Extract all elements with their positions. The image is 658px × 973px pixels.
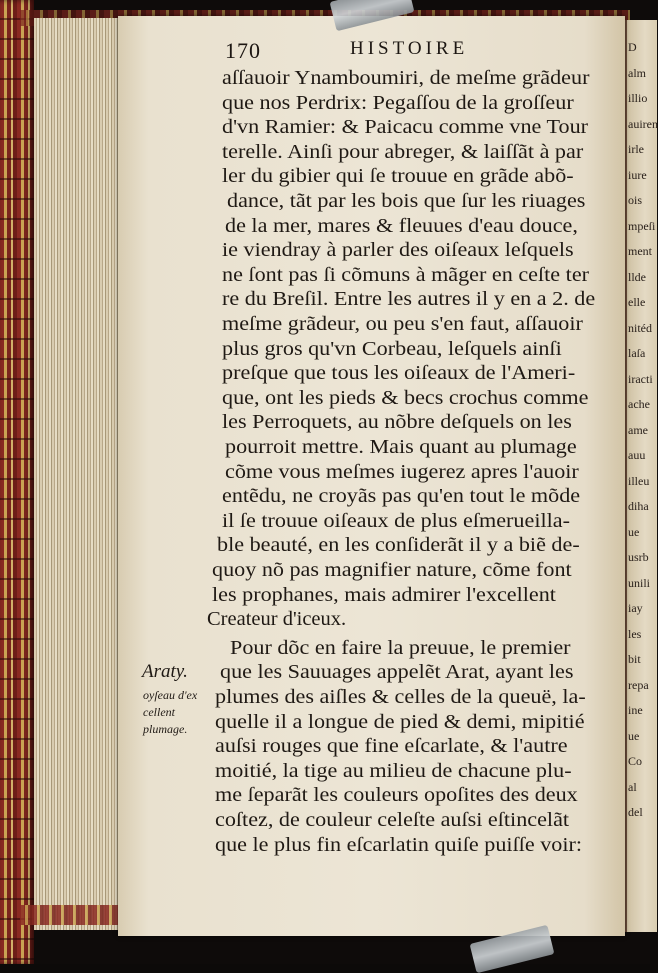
margin-note-line: cellent: [143, 705, 175, 719]
text-line: ler du gibier qui ſe trouue en grãde abõ-: [222, 165, 574, 188]
text-line: re du Breſil. Entre les autres il y en a 2. de: [222, 288, 596, 311]
facing-page-fragment: ue: [628, 524, 640, 539]
facing-page-fragment: illeu: [628, 473, 650, 488]
facing-page-fragment: usrb: [628, 550, 649, 564]
margin-note-line: oyſeau d'ex: [143, 688, 198, 702]
facing-page-fragment: ine: [628, 703, 643, 717]
text-line: preſque que tous les oiſeaux de l'Ameri-: [222, 362, 576, 385]
text-line: coſtez, de couleur celeſte auſsi eſtincelãt: [215, 809, 570, 831]
text-line: de la mer, mares & fleuues d'eau douce,: [225, 214, 578, 237]
text-line: plumes des aiſles & celles de la queuë, la-: [215, 686, 586, 708]
facing-page-fragment: les: [628, 626, 642, 641]
text-line: terelle. Ainſi pour abreger, & laiſſãt à par: [222, 140, 584, 163]
text-line: que, ont les pieds & becs crochus comme: [222, 386, 589, 409]
text-line: les prophanes, mais admirer l'excellent: [212, 583, 556, 606]
text-line: entẽdu, ne croyãs pas qu'en tout le mõde: [222, 485, 581, 508]
facing-page-fragment: alm: [628, 65, 646, 80]
text-line: plus gros qu'vn Corbeau, leſquels ainſi: [222, 337, 562, 360]
text-line: pourroit mettre. Mais quant au plumage: [225, 436, 577, 458]
margin-note-line: plumage.: [143, 722, 188, 736]
text-line: quoy nõ pas magnifier nature, cõme font: [212, 559, 572, 581]
margin-heading: Araty.: [142, 661, 188, 682]
text-line: moitié, la tige au milieu de chacune plu-: [215, 759, 572, 782]
text-line: aſſauoir Ynamboumiri, de meſme grãdeur: [222, 67, 590, 89]
text-line: il ſe trouue oiſeaux de plus eſmerueilla-: [222, 509, 570, 532]
facing-page-fragment: ame: [628, 422, 648, 437]
facing-page-fragment: irle: [628, 142, 644, 156]
facing-page-fragment: auu: [628, 448, 646, 462]
text-line: Pour dõc en faire la preuue, le premier: [230, 636, 571, 659]
book-binding-edge: [0, 0, 34, 964]
facing-page-fragment: del: [628, 805, 643, 819]
facing-page-fragment: llde: [628, 269, 646, 284]
text-line: auſsi rouges que fine eſcarlate, & l'autre: [215, 735, 568, 758]
facing-page-fragment: iracti: [628, 371, 653, 386]
text-line: que les Sauuages appelẽt Arat, ayant les: [220, 661, 574, 684]
facing-page-fragment: elle: [628, 295, 646, 309]
running-title: HISTOIRE: [350, 38, 469, 59]
page-header: [225, 38, 469, 64]
facing-page-fragment: Co: [628, 754, 643, 768]
text-line: ne ſont pas ſi cõmuns à mãger en ceſte ter: [222, 263, 590, 286]
facing-page-fragment: ache: [628, 397, 650, 411]
page-edges: [34, 18, 125, 930]
text-line: ble beauté, en les conſiderãt il y a biẽ de-: [217, 534, 580, 557]
facing-page-fragment: ois: [628, 193, 643, 207]
facing-page-fragment: illio: [628, 91, 648, 105]
facing-page-fragment: mpeſi: [628, 218, 656, 233]
text-line: d'vn Ramier: & Paicacu comme vne Tour: [222, 116, 589, 139]
facing-page-fragment: bit: [628, 652, 641, 666]
text-line: meſme grãdeur, ou peu s'en faut, aſſauoir: [222, 313, 583, 335]
facing-page-fragment: iay: [628, 601, 643, 615]
page-number: 170: [225, 38, 261, 63]
facing-page-fragment: iure: [628, 167, 647, 182]
text-line: me ſeparãt les couleurs opoſites des deux: [215, 784, 578, 807]
facing-page-fragment: nitéd: [628, 320, 652, 335]
facing-page-fragment: repa: [628, 677, 649, 692]
facing-page-fragment: al: [628, 779, 637, 794]
facing-page-fragment: ment: [628, 244, 652, 258]
facing-page-fragment: diha: [628, 499, 649, 513]
text-line: Createur d'iceux.: [207, 608, 347, 631]
text-line: que nos Perdrix: Pegaſſou de la groſſeur: [222, 91, 574, 114]
text-line: quelle il a longue de pied & demi, mipitié: [215, 710, 585, 733]
facing-page-fragment: laſa: [628, 346, 646, 360]
text-line: que le plus fin eſcarlatin quiſe puiſſe voir:: [215, 833, 583, 856]
text-line: ie viendray à parler des oiſeaux leſquels: [222, 239, 574, 262]
text-line: les Perroquets, au nõbre deſquels on les: [222, 411, 572, 434]
facing-page-fragment: D: [628, 40, 637, 54]
text-line: dance, tãt par les bois que ſur les riuages: [227, 190, 586, 212]
text-line: cõme vous meſmes iugerez apres l'auoir: [225, 460, 579, 483]
facing-page-fragment: ue: [628, 728, 640, 743]
facing-page-fragment: unili: [628, 575, 651, 590]
facing-page-fragment: auiren: [628, 116, 658, 131]
